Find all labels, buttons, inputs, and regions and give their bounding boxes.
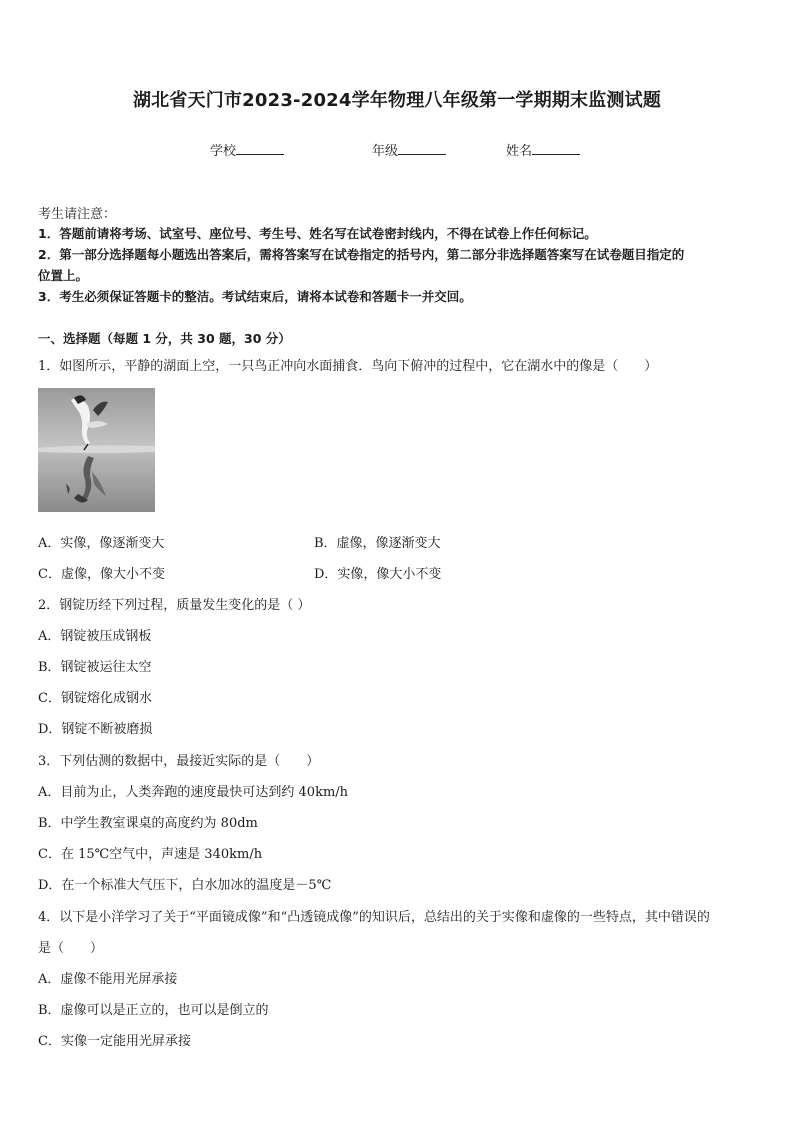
grade-field bbox=[372, 140, 446, 159]
q1-option-c[interactable]: C．虚像，像大小不变 bbox=[38, 567, 165, 582]
q3-option-d[interactable]: D．在一个标准大气压下，白水加冰的温度是－5℃ bbox=[38, 878, 332, 893]
q1-option-a[interactable]: A．实像，像逐渐变大 bbox=[38, 536, 165, 551]
notice-item-2-cont: 位置上。 bbox=[38, 268, 89, 283]
q1-option-d[interactable]: D．实像，像大小不变 bbox=[314, 567, 442, 582]
q2-option-d[interactable]: D．钢锭不断被磨损 bbox=[38, 722, 153, 737]
school-field bbox=[210, 140, 284, 159]
notice-item-1: 1．答题前请将考场、试室号、座位号、考生号、姓名写在试卷密封线内，不得在试卷上作任何标记。 bbox=[38, 226, 597, 241]
question-3-stem: 3．下列估测的数据中，最接近实际的是（ ） bbox=[38, 754, 320, 769]
grade-label: 年级 bbox=[372, 144, 399, 159]
q2-option-b[interactable]: B．钢锭被运往太空 bbox=[38, 660, 152, 675]
question-2-stem: 2．钢锭历经下列过程，质量发生变化的是（ ） bbox=[38, 598, 311, 613]
school-blank[interactable] bbox=[236, 142, 284, 155]
question-4-stem: 4．以下是小洋学习了关于“平面镜成像”和“凸透镜成像”的知识后，总结出的关于实像和虚像的一些特点，其中错误的 bbox=[38, 910, 710, 925]
school-label: 学校 bbox=[210, 144, 237, 159]
q3-option-b[interactable]: B．中学生教室课桌的高度约为 80dm bbox=[38, 816, 258, 831]
page-title: 湖北省天门市2023-2024学年物理八年级第一学期期末监测试题 bbox=[132, 90, 662, 111]
name-label: 姓名 bbox=[506, 144, 533, 159]
q1-option-b[interactable]: B．虚像，像逐渐变大 bbox=[314, 536, 441, 551]
question-1-stem: 1．如图所示，平静的湖面上空，一只鸟正冲向水面捕食．鸟向下俯冲的过程中，它在湖水中的像是（ ） bbox=[38, 359, 658, 374]
name-field bbox=[506, 140, 580, 159]
grade-blank[interactable] bbox=[398, 142, 446, 155]
bird-lake-photo bbox=[38, 388, 155, 512]
q4-option-a[interactable]: A．虚像不能用光屏承接 bbox=[38, 972, 178, 987]
name-blank[interactable] bbox=[532, 142, 580, 155]
q3-option-a[interactable]: A．目前为止，人类奔跑的速度最快可达到约 40km/h bbox=[38, 785, 349, 800]
notice-item-3: 3．考生必须保证答题卡的整洁。考试结束后，请将本试卷和答题卡一并交回。 bbox=[38, 289, 472, 304]
notice-heading: 考生请注意： bbox=[38, 207, 117, 222]
bird-illustration bbox=[38, 388, 155, 512]
section-heading: 一、选择题（每题 1 分，共 30 题，30 分） bbox=[38, 331, 291, 346]
q4-option-b[interactable]: B．虚像可以是正立的，也可以是倒立的 bbox=[38, 1003, 269, 1018]
question-4-stem-cont: 是（ ） bbox=[38, 941, 104, 956]
q2-option-a[interactable]: A．钢锭被压成钢板 bbox=[38, 629, 152, 644]
q3-option-c[interactable]: C．在 15℃空气中，声速是 340km/h bbox=[38, 847, 263, 862]
q2-option-c[interactable]: C．钢锭熔化成钢水 bbox=[38, 691, 152, 706]
q4-option-c[interactable]: C．实像一定能用光屏承接 bbox=[38, 1034, 191, 1049]
notice-item-2: 2．第一部分选择题每小题选出答案后，需将答案写在试卷指定的括号内，第二部分非选择题答案写在试卷题目指定的 bbox=[38, 247, 685, 262]
